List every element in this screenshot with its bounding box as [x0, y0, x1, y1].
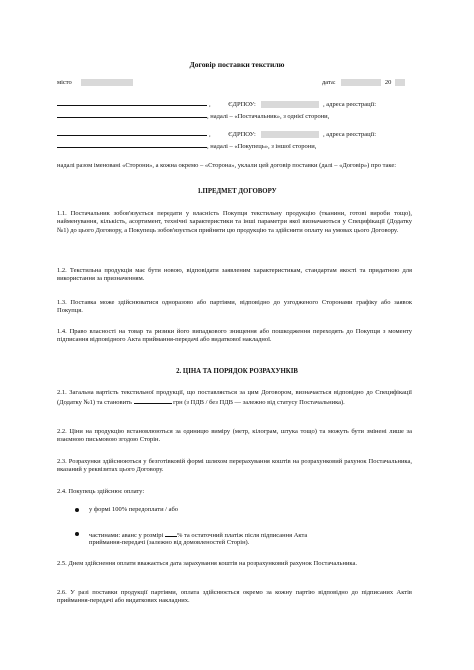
document-title: Договір поставки текстилю	[189, 60, 285, 69]
paragraph-2-2: 2.2. Ціни на продукцію встановлюються за одиницю виміру (метр, кілограм, штука тощо) та можуть бути змінені лише за взаємною письмовою згодою Сторін.	[57, 428, 412, 444]
bullet-2-part-a: частинами: аванс у розмірі	[89, 532, 164, 539]
paragraph-2-1	[57, 389, 412, 408]
year-field[interactable]	[395, 79, 405, 86]
bullet-2-part-b: % та остаточний платіж після підписання Акта	[176, 532, 308, 539]
paragraph-2-4: 2.4. Покупець здійснює оплату:	[57, 488, 145, 495]
paragraph-2-1-part-a: 2.1. Загальна вартість текстильної продукції, що поставляється за цим Договором, визначається відповідно до Специфікації (Додатку №1) та становить	[57, 389, 412, 407]
party2-role-text: , надалі – «Покупець», з іншої сторони,	[207, 143, 317, 150]
party2-reg-label: , адреса реєстрації:	[323, 131, 377, 138]
party2-name-field[interactable]	[57, 128, 207, 136]
total-amount-field[interactable]	[134, 397, 172, 404]
advance-percent-field[interactable]	[165, 530, 177, 537]
party2-edrpou-label: ЄДРПОУ:	[228, 131, 256, 138]
paragraph-2-6: 2.6. У разі поставки продукції партіями, оплата здійснюється окремо за кожну партію відповідно до підписаних Актів приймання-передачі або видаткових накладних.	[57, 589, 412, 605]
paragraph-2-5: 2.5. Днем здійснення оплати вважається дата зарахування коштів на розрахунковий рахунок Постачальника.	[57, 560, 358, 567]
date-field[interactable]	[341, 79, 381, 86]
city-field[interactable]	[81, 79, 133, 86]
party1-edrpou-label: ЄДРПОУ:	[228, 101, 256, 108]
date-label: дата:	[322, 79, 336, 86]
bullet-2-icon	[75, 532, 79, 536]
party1-role-text: , надалі – «Постачальник», з однієї сторони,	[207, 113, 330, 120]
year-label: 20	[384, 79, 392, 86]
party2-edrpou-field[interactable]	[261, 131, 319, 138]
paragraph-1-4: 1.4. Право власності на товар та ризики його випадкового знищення або пошкодження переходять до Покупця з моменту підписання відповідного Акта приймання-передачі або видаткової накладної.	[57, 328, 412, 344]
paragraph-1-3: 1.3. Поставка може здійснюватися одноразово або партіями, відповідно до узгодженого Сторонами графіку або заявок Покупця.	[57, 299, 412, 315]
party1-edrpou-field[interactable]	[261, 101, 319, 108]
party1-reg-label: , адреса реєстрації:	[323, 101, 377, 108]
paragraph-2-1-part-b: грн (з ПДВ / без ПДВ — залежно від статусу Постачальника).	[173, 399, 345, 407]
party2-address-field[interactable]	[57, 140, 207, 148]
section-1-heading: 1.ПРЕДМЕТ ДОГОВОРУ	[197, 188, 277, 195]
city-label: місто	[57, 79, 72, 86]
paragraph-1-2: 1.2. Текстильна продукція має бути новою, відповідати заявленим характеристикам, стандартам якості та придатною для використання за призначенням.	[57, 267, 412, 283]
bullet-1-icon	[75, 508, 79, 512]
intro-paragraph: надалі разом іменовані «Сторони», а кожна окремо – «Сторона», уклали цей договір поставки (далі – «Договір») про таке:	[57, 162, 397, 169]
bullet-2-line2: приймання-передачі (залежно від домовленостей Сторін).	[89, 539, 250, 546]
section-2-heading: 2. ЦІНА ТА ПОРЯДОК РОЗРАХУНКІВ	[176, 368, 298, 375]
party1-address-field[interactable]	[57, 110, 207, 118]
party1-row2	[57, 110, 329, 121]
party1-row1: , ЄДРПОУ: , адреса реєстрації:	[57, 98, 376, 109]
date-row	[322, 79, 405, 87]
bullet-1-text: у формі 100% передоплати / або	[89, 506, 179, 513]
party1-name-field[interactable]	[57, 98, 207, 106]
party2-row2	[57, 140, 316, 151]
paragraph-2-3: 2.3. Розрахунки здійснюються у безготівковій формі шляхом перерахування коштів на розрахунковий рахунок Постачальника, вказаний у реквізитах цього Договору.	[57, 458, 412, 474]
city-row	[57, 79, 133, 87]
party2-row1: , ЄДРПОУ: , адреса реєстрації:	[57, 128, 376, 139]
paragraph-1-1: 1.1. Постачальник зобов'язується передати у власність Покупця текстильну продукцію (тканини, готові вироби тощо), найменування, кількість, асортимент, технічні характеристики та інші параметри якої визначаються у Специфікації (Додатку №1) до цього Договору, а Покупець зобов'язується прийняти цю продукцію та здійснити оплату на умовах цього Договору.	[57, 210, 412, 234]
